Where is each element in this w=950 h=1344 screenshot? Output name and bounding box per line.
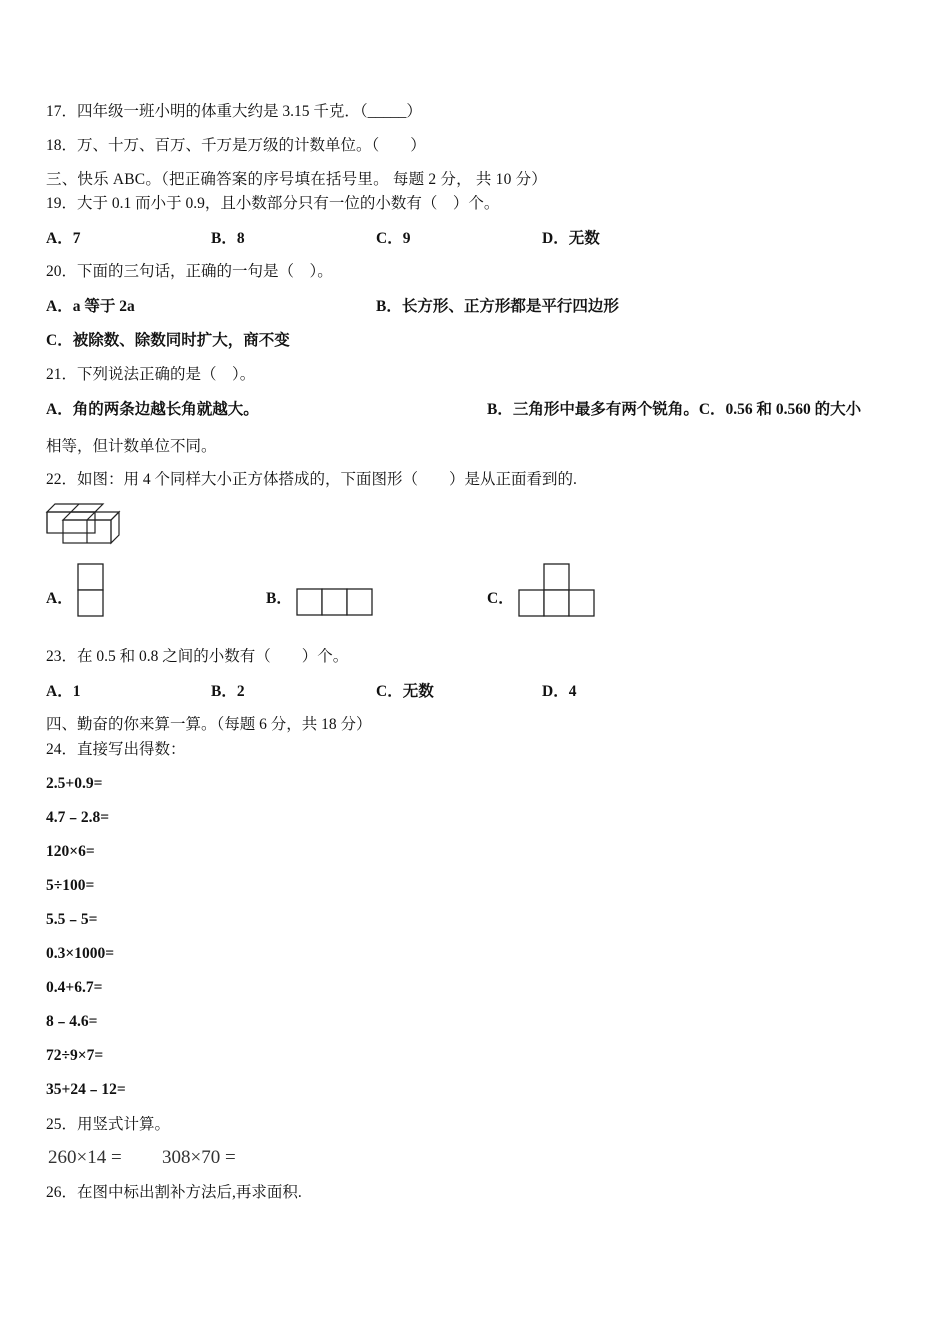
q19-option-c: C．9 bbox=[376, 230, 411, 247]
calc-item: 120×6= bbox=[46, 843, 95, 860]
question-24-stem: 24．直接写出得数： bbox=[46, 741, 186, 758]
q21-option-b-c: B．三角形中最多有两个锐角。C．0.56 和 0.560 的大小 bbox=[487, 401, 862, 418]
q23-option-a: A．1 bbox=[46, 683, 81, 700]
q22-option-a: A． bbox=[46, 590, 73, 607]
q19-option-b: B．8 bbox=[211, 230, 245, 247]
q22-figure-c bbox=[518, 563, 596, 618]
calc-item: 0.4+6.7= bbox=[46, 979, 103, 996]
q19-option-d: D．无数 bbox=[542, 230, 600, 247]
q21-option-a: A．角的两条边越长角就越大。 bbox=[46, 401, 259, 418]
calc-item: 2.5+0.9= bbox=[46, 775, 103, 792]
question-25-stem: 25．用竖式计算。 bbox=[46, 1116, 171, 1133]
question-26: 26．在图中标出割补方法后,再求面积. bbox=[46, 1184, 302, 1201]
q23-option-b: B．2 bbox=[211, 683, 245, 700]
question-17: 17．四年级一班小明的体重大约是 3.15 千克．（_____） bbox=[46, 103, 422, 120]
question-18: 18．万、十万、百万、千万是万级的计数单位。（ ） bbox=[46, 137, 426, 154]
calc-item: 35+24﹣12= bbox=[46, 1081, 126, 1098]
q20-option-c: C．被除数、除数同时扩大，商不变 bbox=[46, 332, 290, 349]
cubes-figure bbox=[45, 501, 120, 545]
question-19-stem: 19．大于 0.1 而小于 0.9，且小数部分只有一位的小数有（ ）个。 bbox=[46, 195, 500, 212]
vertical-calc-2: 308×70 = bbox=[162, 1147, 236, 1168]
q22-figure-a bbox=[77, 563, 105, 618]
question-23-stem: 23．在 0.5 和 0.8 之间的小数有（ ）个。 bbox=[46, 648, 349, 665]
q21-continuation: 相等，但计数单位不同。 bbox=[46, 438, 217, 455]
q20-option-b: B．长方形、正方形都是平行四边形 bbox=[376, 298, 619, 315]
calc-item: 72÷9×7= bbox=[46, 1047, 104, 1064]
section-3-heading: 三、快乐 ABC。（把正确答案的序号填在括号里。 每题 2 分， 共 10 分） bbox=[46, 171, 547, 188]
calc-item: 4.7﹣2.8= bbox=[46, 809, 110, 826]
q22-option-b: B． bbox=[266, 590, 292, 607]
calc-item: 5.5﹣5= bbox=[46, 911, 98, 928]
question-20-stem: 20．下面的三句话，正确的一句是（ ）。 bbox=[46, 263, 333, 280]
calc-item: 8﹣4.6= bbox=[46, 1013, 98, 1030]
q23-option-c: C．无数 bbox=[376, 683, 434, 700]
calc-item: 0.3×1000= bbox=[46, 945, 115, 962]
q23-option-d: D．4 bbox=[542, 683, 577, 700]
calc-item: 5÷100= bbox=[46, 877, 95, 894]
section-4-heading: 四、勤奋的你来算一算。（每题 6 分，共 18 分） bbox=[46, 716, 372, 733]
q20-option-a: A．a 等于 2a bbox=[46, 298, 135, 315]
question-21-stem: 21．下列说法正确的是（ ）。 bbox=[46, 366, 256, 383]
vertical-calc-1: 260×14 = bbox=[48, 1147, 122, 1168]
q22-option-c: C． bbox=[487, 590, 514, 607]
q22-figure-b bbox=[296, 588, 374, 618]
question-22-stem: 22．如图：用 4 个同样大小正方体搭成的，下面图形（ ）是从正面看到的. bbox=[46, 471, 577, 488]
q19-option-a: A．7 bbox=[46, 230, 81, 247]
